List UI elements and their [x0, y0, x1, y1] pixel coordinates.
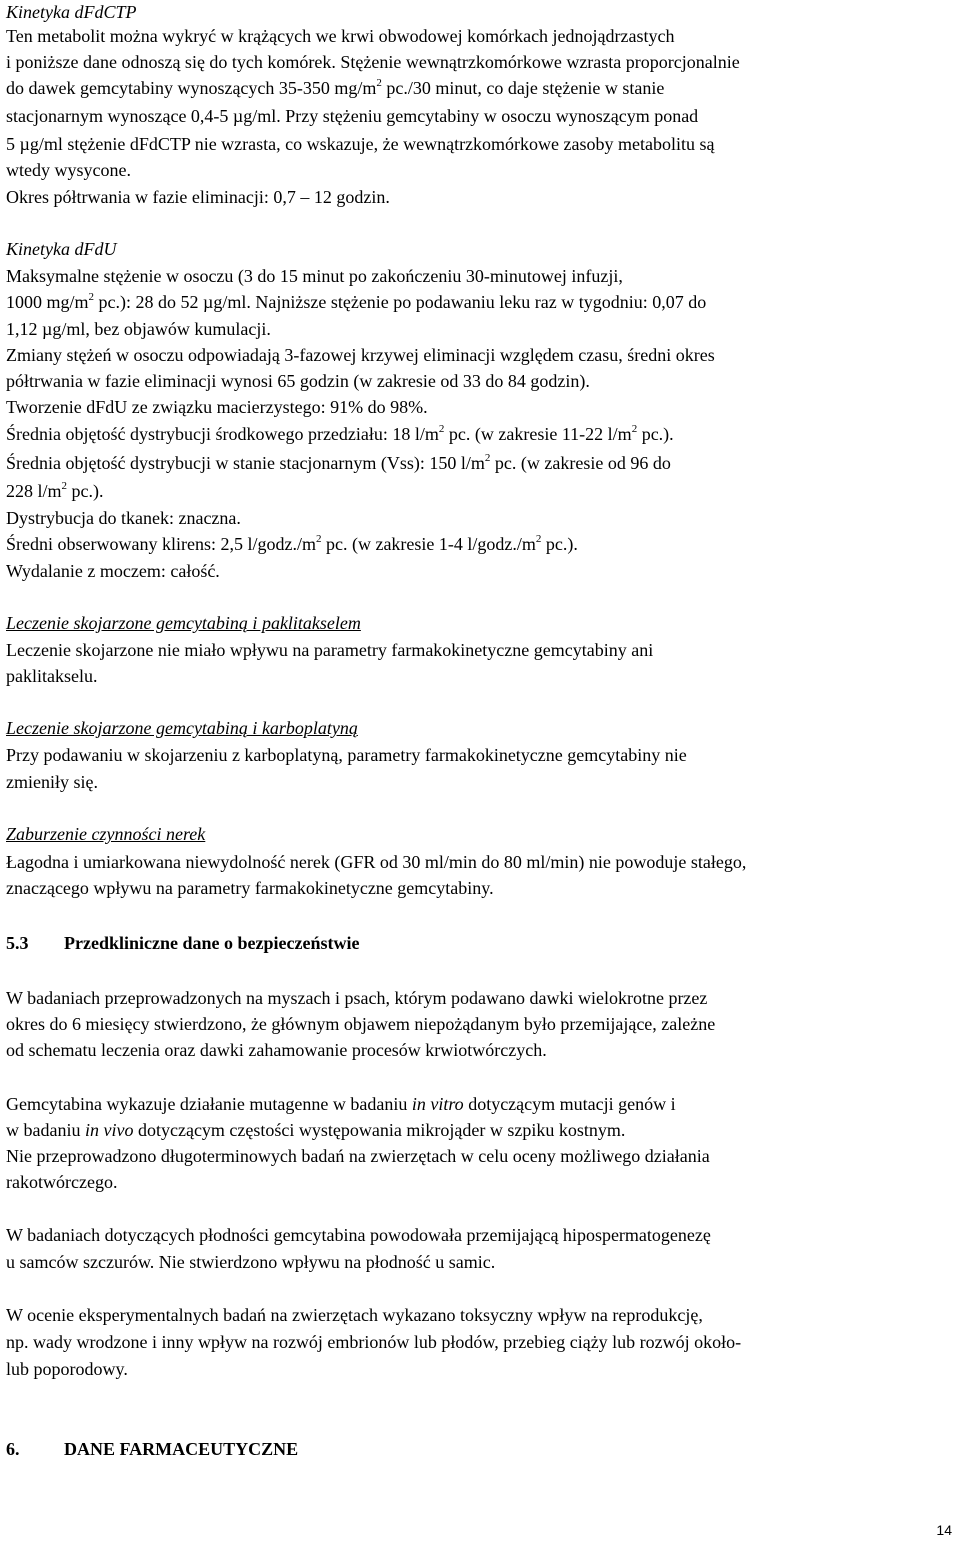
text-line: znaczącego wpływu na parametry farmakokinetyczne gemcytabiny.: [6, 878, 494, 898]
text-line: Wydalanie z moczem: całość.: [6, 561, 220, 581]
text-span: Średnia objętość dystrybucji w stanie stacjonarnym (Vss): 150 l/m: [6, 453, 485, 473]
text-line: [6, 478, 104, 504]
text-line: zmieniły się.: [6, 772, 98, 792]
superscript: 2: [315, 533, 322, 545]
text-line: Zmiany stężeń w osoczu odpowiadają 3-fazowej krzywej eliminacji względem czasu, średni okres: [6, 345, 715, 365]
section-number: 5.3: [6, 933, 29, 953]
text-line: Dystrybucja do tkanek: znaczna.: [6, 508, 241, 528]
text-span: 1000 mg/m: [6, 292, 89, 312]
text-line: Przy podawaniu w skojarzeniu z karboplatyną, parametry farmakokinetyczne gemcytabiny nie: [6, 745, 687, 765]
section-title: DANE FARMACEUTYCZNE: [64, 1439, 299, 1459]
text-span-italic: in vivo: [84, 1120, 134, 1140]
text-line: [6, 1091, 676, 1117]
superscript: 2: [438, 423, 445, 435]
text-span: 228 l/m: [6, 481, 62, 501]
section-title: Przedkliniczne dane o bezpieczeństwie: [64, 933, 360, 953]
page-number: 14: [936, 1522, 952, 1538]
text-line: Łagodna i umiarkowana niewydolność nerek (GFR od 30 ml/min do 80 ml/min) nie powoduje stałego,: [6, 852, 747, 872]
text-line: 1,12 µg/ml, bez objawów kumulacji.: [6, 319, 271, 339]
text-span: pc.).: [541, 534, 578, 554]
text-line: rakotwórczego.: [6, 1172, 118, 1192]
text-span: pc. (w zakresie 11-22 l/m: [444, 424, 632, 444]
text-line: Leczenie skojarzone nie miało wpływu na parametry farmakokinetyczne gemcytabiny ani: [6, 640, 654, 660]
heading-paclitaxel: Leczenie skojarzone gemcytabiną i paklitakselem: [6, 613, 361, 633]
text-span: pc.).: [637, 424, 674, 444]
text-line: i poniższe dane odnoszą się do tych komórek. Stężenie wewnątrzkomórkowe wzrasta proporcjonalnie: [6, 52, 740, 72]
text-line: [6, 289, 706, 315]
text-line: W badaniach dotyczących płodności gemcytabina powodowała przemijającą hipospermatogenezę: [6, 1225, 711, 1245]
text-span: do dawek gemcytabiny wynoszących 35-350 mg/m: [6, 78, 377, 98]
superscript: 2: [376, 77, 382, 89]
superscript: 2: [484, 452, 491, 464]
text-line: od schematu leczenia oraz dawki zahamowanie procesów krwiotwórczych.: [6, 1040, 547, 1060]
text-span: Średnia objętość dystrybucji środkowego przedziału: 18 l/m: [6, 424, 439, 444]
heading-kinetics-dfdctp: Kinetyka dFdCTP: [6, 2, 137, 22]
text-line: 5 µg/ml stężenie dFdCTP nie wzrasta, co wskazuje, że wewnątrzkomórkowe zasoby metabolitu są: [6, 134, 715, 154]
text-span: pc. (w zakresie 1-4 l/godz./m: [321, 534, 536, 554]
text-span: Średni obserwowany klirens: 2,5 l/godz./m: [6, 534, 316, 554]
section-heading-6: [6, 1436, 298, 1462]
text-line: Maksymalne stężenie w osoczu (3 do 15 minut po zakończeniu 30-minutowej infuzji,: [6, 266, 623, 286]
heading-kinetics-dfdu: Kinetyka dFdU: [6, 239, 117, 259]
text-line: np. wady wrodzone i inny wpływ na rozwój embrionów lub płodów, przebieg ciąży lub rozwój około-: [6, 1332, 742, 1352]
text-line: wtedy wysycone.: [6, 160, 131, 180]
text-span: pc./30 minut, co daje stężenie w stanie: [381, 78, 665, 98]
text-line: W badaniach przeprowadzonych na myszach i psach, którym podawano dawki wielokrotne przez: [6, 988, 708, 1008]
text-line: stacjonarnym wynoszące 0,4-5 µg/ml. Przy stężeniu gemcytabiny w osoczu wynoszącym ponad: [6, 106, 699, 126]
text-line: [6, 421, 674, 447]
text-span: dotyczącym częstości występowania mikrojąder w szpiku kostnym.: [133, 1120, 626, 1140]
section-heading-5-3: [6, 930, 359, 956]
text-line: [6, 1117, 625, 1143]
text-line: [6, 450, 671, 476]
text-line: W ocenie eksperymentalnych badań na zwierzętach wykazano toksyczny wpływ na reprodukcję,: [6, 1305, 703, 1325]
text-line: [6, 531, 578, 557]
text-line: okres do 6 miesięcy stwierdzono, że głównym objawem niepożądanym było przemijające, zależne: [6, 1014, 716, 1034]
text-line: paklitakselu.: [6, 666, 98, 686]
superscript: 2: [61, 480, 68, 492]
superscript: 2: [535, 533, 542, 545]
text-line: półtrwania w fazie eliminacji wynosi 65 godzin (w zakresie od 33 do 84 godzin).: [6, 371, 590, 391]
text-line: lub poporodowy.: [6, 1359, 128, 1379]
text-span-italic: in vitro: [411, 1094, 464, 1114]
superscript: 2: [631, 423, 638, 435]
text-line: Okres półtrwania w fazie eliminacji: 0,7 – 12 godzin.: [6, 187, 390, 207]
heading-carboplatin: Leczenie skojarzone gemcytabiną i karboplatyną: [6, 718, 358, 738]
text-span: Gemcytabina wykazuje działanie mutagenne w badaniu: [6, 1094, 412, 1114]
text-line: Ten metabolit można wykryć w krążących we krwi obwodowej komórkach jednojądrzastych: [6, 26, 675, 46]
text-span: dotyczącym mutacji genów i: [463, 1094, 676, 1114]
text-span: w badaniu: [6, 1120, 85, 1140]
heading-renal: Zaburzenie czynności nerek: [6, 824, 206, 844]
text-line: Tworzenie dFdU ze związku macierzystego: 91% do 98%.: [6, 397, 428, 417]
text-span: pc.): 28 do 52 µg/ml. Najniższe stężenie po podawaniu leku raz w tygodniu: 0,07 do: [94, 292, 707, 312]
text-line: u samców szczurów. Nie stwierdzono wpływu na płodność u samic.: [6, 1252, 496, 1272]
text-span: pc. (w zakresie od 96 do: [490, 453, 671, 473]
section-number: 6.: [6, 1439, 20, 1459]
text-line: [6, 75, 664, 101]
superscript: 2: [88, 291, 95, 303]
text-line: Nie przeprowadzono długoterminowych badań na zwierzętach w celu oceny możliwego działania: [6, 1146, 710, 1166]
text-span: pc.).: [67, 481, 104, 501]
